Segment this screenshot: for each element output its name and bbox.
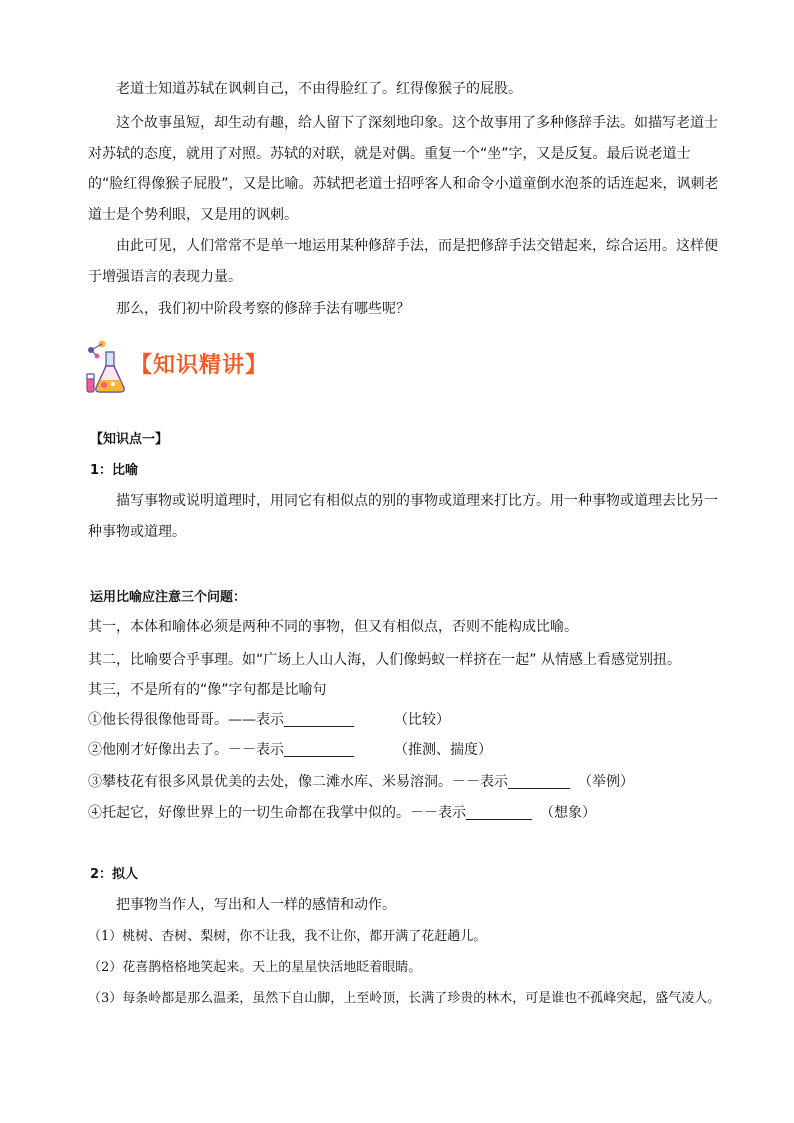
answer-blank[interactable]: [466, 803, 532, 820]
section1-note-1: 其一，本体和喻体必须是两种不同的事物，但又有相似点，否则不能构成比喻。: [88, 619, 578, 635]
section2-example-1: （1）桃树、杏树、梨树，你不让我，我不让你，都开满了花赶趟儿。: [88, 929, 487, 944]
example-item: [88, 735, 492, 765]
section2-example-3: （3）每条岭都是那么温柔，虽然下自山脚，上至岭顶，长满了珍贵的林木，可是谁也不孤峰突起，盛气凌人。: [88, 991, 721, 1006]
example-hint: （举例）: [578, 774, 634, 790]
example-item: [88, 798, 596, 828]
intro-paragraph-1: 老道士知道苏轼在讽刺自己，不由得脸红了。红得像猴子的屁股。: [116, 81, 522, 97]
example-hint: （比较）: [394, 712, 450, 728]
example-text: ③攀枝花有很多风景优美的去处，像二滩水库、米易溶洞。－－表示: [88, 774, 508, 790]
answer-blank[interactable]: [508, 772, 570, 789]
science-flask-icon: [82, 338, 132, 398]
intro-paragraph-4: 那么，我们初中阶段考察的修辞手法有哪些呢？: [116, 301, 410, 317]
example-item: [88, 705, 450, 735]
example-text: ④托起它，好像世界上的一切生命都在我掌中似的。－－表示: [88, 805, 466, 821]
example-item: [88, 767, 634, 797]
example-text: ②他刚才好像出去了。－－表示: [88, 742, 284, 758]
intro-paragraph-2: 这个故事虽短，却生动有趣，给人留下了深刻地印象。这个故事用了多种修辞手法。如描写老道士对苏轼的态度，就用了对照。苏轼的对联，就是对偶。重复一个“坐”字，又是反复。最后说老道士的“脸红得像猴子屁股”，又是比喻。苏轼把老道士招呼客人和命令小道童倒水泡茶的话连起来，讽刺老道士是个势利眼，又是用的讽刺。: [88, 115, 719, 223]
answer-blank[interactable]: [284, 740, 354, 757]
example-text: ①他长得很像他哥哥。——表示: [88, 712, 284, 728]
banner-title: 【知识精讲】: [130, 353, 269, 378]
section1-heading: 【知识点一】: [90, 432, 169, 447]
example-hint: （想象）: [540, 805, 596, 821]
section1-note-2: 其二，比喻要合乎事理。如“广场上人山人海，人们像蚂蚁一样挤在一起” 从情感上看感觉别扭。: [88, 652, 681, 668]
section1-definition: 描写事物或说明道理时，用同它有相似点的别的事物或道理来打比方。用一种事物或道理去比另一种事物或道理。: [88, 493, 718, 540]
answer-blank[interactable]: [284, 710, 354, 727]
section2-title: 2：拟人: [90, 867, 139, 882]
knowledge-banner: [82, 338, 302, 398]
intro-paragraph-3: 由此可见，人们常常不是单一地运用某种修辞手法，而是把修辞手法交错起来，综合运用。这样便于增强语言的表现力量。: [88, 238, 718, 285]
section1-title: 1：比喻: [90, 463, 139, 478]
section1-note-3: 其三，不是所有的“像”字句都是比喻句: [88, 682, 327, 698]
section1-notes-heading: 运用比喻应注意三个问题：: [90, 590, 247, 605]
section2-definition: 把事物当作人，写出和人一样的感情和动作。: [116, 897, 396, 913]
example-hint: （推测、揣度）: [394, 742, 492, 758]
section2-example-2: （2）花喜鹊格格地笑起来。天上的星星快活地眨着眼睛。: [88, 960, 422, 975]
